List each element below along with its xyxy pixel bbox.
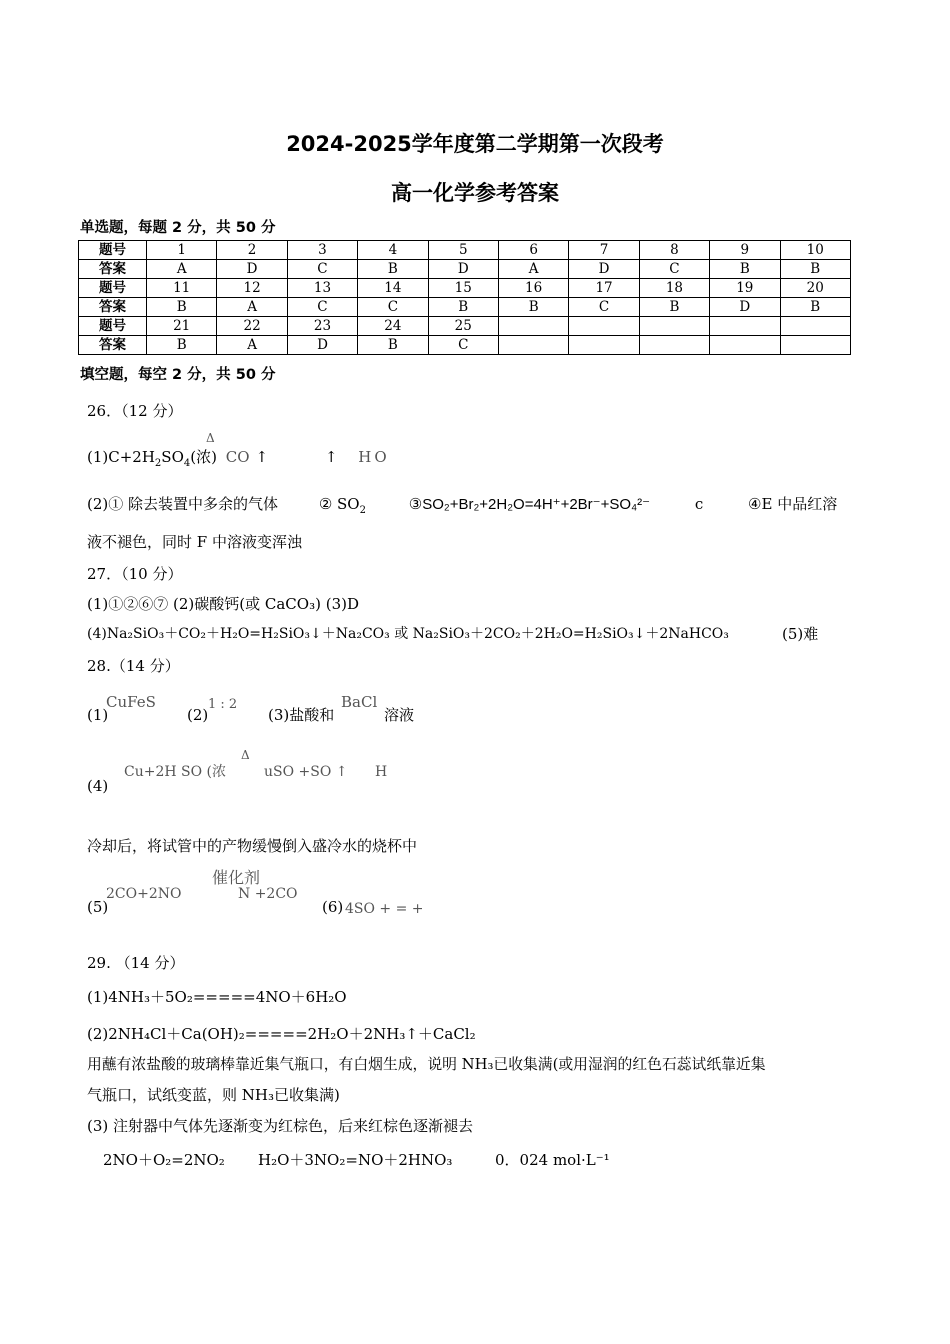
q28-a6-equation: 4SO + = +: [345, 901, 424, 917]
answer-cell: A: [217, 298, 287, 317]
q26-p1-text: (1)C+2H: [87, 448, 155, 466]
question-number-cell: [569, 317, 639, 336]
q28-a4-equation: Cu+2H SO (浓: [124, 764, 227, 780]
answer-cell: B: [780, 298, 850, 317]
question-number-cell: 13: [287, 279, 357, 298]
answer-cell: B: [358, 336, 428, 355]
q28-a5-equation: 2CO+2NO: [106, 886, 182, 902]
answer-cell: B: [710, 260, 780, 279]
question-number-cell: 7: [569, 241, 639, 260]
answer-cell: C: [287, 298, 357, 317]
q28-a4-cont: 冷却后，将试管中的产物缓慢倒入盛冷水的烧杯中: [87, 837, 418, 855]
q27-line1: (1)①②⑥⑦ (2)碳酸钙(或 CaCO₃) (3)D: [87, 595, 359, 613]
answer-cell: [780, 336, 850, 355]
question-number-header: 题号: [79, 317, 147, 336]
question-number-cell: 22: [217, 317, 287, 336]
question-number-cell: 21: [147, 317, 217, 336]
question-number-cell: 8: [639, 241, 709, 260]
question-number-cell: 24: [358, 317, 428, 336]
q28-a4-equation-3: H: [375, 764, 388, 780]
q26-heading: 26．（12 分）: [87, 402, 183, 420]
answer-cell: [498, 336, 568, 355]
question-number-cell: 18: [639, 279, 709, 298]
question-number-header: 题号: [79, 241, 147, 260]
answer-table: [78, 240, 851, 355]
answer-cell: [639, 336, 709, 355]
page-title: 2024-2025学年度第二学期第一次段考: [286, 132, 664, 156]
question-number-cell: 11: [147, 279, 217, 298]
answer-cell: D: [428, 260, 498, 279]
answer-cell: D: [569, 260, 639, 279]
answer-cell: [710, 336, 780, 355]
answer-cell: D: [710, 298, 780, 317]
q26-p1-o: O: [374, 448, 387, 466]
q26-p1-arrow1: ↑: [255, 448, 269, 466]
q26-part1: [87, 447, 387, 474]
answer-header: 答案: [79, 336, 147, 355]
q28-a4-delta: Δ: [241, 748, 250, 762]
answer-cell: [569, 336, 639, 355]
q26-p2-d: c: [694, 495, 704, 513]
q29-line5: (3) 注射器中气体先逐渐变为红棕色，后来红棕色逐渐褪去: [87, 1117, 474, 1135]
q28-a3-label: (3)盐酸和: [268, 706, 335, 724]
question-number-cell: 2: [217, 241, 287, 260]
answer-header: 答案: [79, 298, 147, 317]
question-number-cell: 17: [569, 279, 639, 298]
question-number-cell: 9: [710, 241, 780, 260]
q27-line2-end: (5)难: [782, 625, 819, 643]
q26-p2-a: (2)① 除去装置中多余的气体: [87, 495, 279, 513]
q26-part2: [87, 494, 837, 521]
q28-a4-equation-2: uSO +SO ↑: [264, 764, 348, 780]
q28-a2-label: (2): [187, 706, 209, 724]
question-number-cell: 3: [287, 241, 357, 260]
section-fill-blank-label: 填空题，每空 2 分，共 50 分: [80, 367, 276, 383]
q26-p1-sub1: 2: [154, 458, 162, 469]
answer-cell: B: [498, 298, 568, 317]
q28-a4-label: (4): [87, 777, 109, 795]
question-number-cell: [780, 317, 850, 336]
q28-a5-catalyst: 催化剂: [212, 868, 261, 887]
answer-cell: B: [428, 298, 498, 317]
answer-cell: A: [498, 260, 568, 279]
question-number-cell: [498, 317, 568, 336]
q28-a1-label: (1): [87, 706, 109, 724]
q28-a6-label: (6): [322, 898, 344, 916]
question-number-cell: 25: [428, 317, 498, 336]
q28-a2-value: 1 : 2: [208, 697, 238, 712]
q29-line1: (1)4NH₃＋5O₂=====4NO＋6H₂O: [87, 988, 347, 1006]
answer-header: 答案: [79, 260, 147, 279]
q26-p2-e: ④E 中品红溶: [748, 495, 838, 513]
q26-delta-mark: Δ: [206, 431, 215, 445]
q29-line2: (2)2NH₄Cl＋Ca(OH)₂=====2H₂O＋2NH₃↑＋CaCl₂: [87, 1025, 476, 1043]
answer-cell: C: [287, 260, 357, 279]
answer-cell: A: [147, 260, 217, 279]
question-number-cell: [710, 317, 780, 336]
q28-a3-tail: 溶液: [384, 706, 415, 724]
page-subtitle: 高一化学参考答案: [391, 181, 559, 205]
question-number-cell: 15: [428, 279, 498, 298]
answer-cell: B: [358, 260, 428, 279]
q26-p1-arrow2: ↑: [324, 448, 338, 466]
question-number-cell: 20: [780, 279, 850, 298]
answer-cell: B: [639, 298, 709, 317]
answer-cell: C: [428, 336, 498, 355]
answer-cell: B: [147, 298, 217, 317]
question-number-cell: 4: [358, 241, 428, 260]
q28-a5-label: (5): [87, 898, 109, 916]
question-number-row: [79, 317, 851, 336]
q29-line4: 气瓶口，试纸变蓝，则 NH₃已收集满): [87, 1086, 340, 1104]
question-number-cell: [639, 317, 709, 336]
answer-row: [79, 336, 851, 355]
q29-line3: 用蘸有浓盐酸的玻璃棒靠近集气瓶口，有白烟生成，说明 NH₃已收集满(或用湿润的红色石蕊试纸靠近集: [87, 1056, 766, 1073]
q27-heading: 27．（10 分）: [87, 565, 183, 583]
q26-p1-h: H: [358, 448, 372, 466]
q26-p2-b: ② SO: [318, 495, 360, 513]
q26-p1-co2: CO: [225, 448, 250, 466]
q28-a1-value: CuFeS: [106, 693, 156, 711]
q29-line6c: 0．024 mol·L⁻¹: [495, 1151, 610, 1169]
q26-part2-cont: 液不褪色，同时 F 中溶液变浑浊: [87, 533, 302, 551]
question-number-cell: 6: [498, 241, 568, 260]
q28-a5-equation-2: N +2CO: [238, 886, 298, 902]
answer-row: [79, 298, 851, 317]
question-number-cell: 16: [498, 279, 568, 298]
q26-p1-mid: SO: [161, 448, 184, 466]
question-number-cell: 19: [710, 279, 780, 298]
question-number-cell: 23: [287, 317, 357, 336]
q26-p1-sub2: 4: [183, 458, 191, 469]
q26-p2-b-sub: 2: [359, 505, 366, 516]
answer-cell: D: [217, 260, 287, 279]
question-number-cell: 10: [780, 241, 850, 260]
answer-row: [79, 260, 851, 279]
question-number-cell: 1: [147, 241, 217, 260]
section-single-choice-label: 单选题，每题 2 分，共 50 分: [80, 220, 276, 236]
question-number-cell: 14: [358, 279, 428, 298]
answer-cell: C: [569, 298, 639, 317]
question-number-header: 题号: [79, 279, 147, 298]
q26-p2-c: ③SO₂+Br₂+2H₂O=4H⁺+2Br⁻+SO₄²⁻: [408, 496, 651, 513]
question-number-row: [79, 241, 851, 260]
answer-cell: D: [287, 336, 357, 355]
q27-line2: (4)Na₂SiO₃＋CO₂＋H₂O=H₂SiO₃↓＋Na₂CO₃ 或 Na₂SiO₃＋2CO₂＋2H₂O=H₂SiO₃↓＋2NaHCO₃: [87, 626, 729, 642]
answer-cell: A: [217, 336, 287, 355]
answer-cell: B: [147, 336, 217, 355]
q28-heading: 28.（14 分）: [87, 657, 180, 675]
question-number-row: [79, 279, 851, 298]
answer-cell: C: [639, 260, 709, 279]
answer-cell: B: [780, 260, 850, 279]
q28-a3-value: BaCl: [341, 693, 378, 711]
question-number-cell: 5: [428, 241, 498, 260]
q29-line6b: H₂O＋3NO₂=NO＋2HNO₃: [258, 1151, 453, 1169]
q29-line6a: 2NO＋O₂=2NO₂: [103, 1151, 225, 1169]
answer-cell: C: [358, 298, 428, 317]
question-number-cell: 12: [217, 279, 287, 298]
q26-p1-rest: (浓): [190, 448, 217, 466]
q29-heading: 29. （14 分）: [87, 954, 185, 972]
